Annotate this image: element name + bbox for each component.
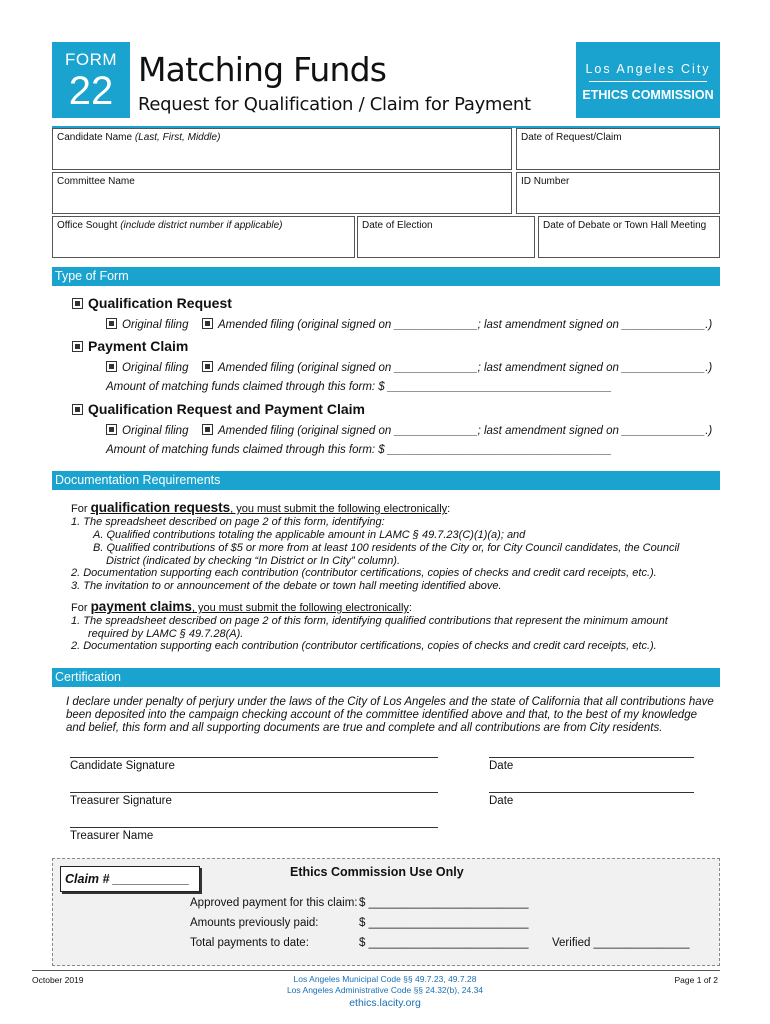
both-amended-option[interactable]: [202, 424, 712, 437]
pay-amended-option[interactable]: [202, 361, 712, 374]
previous-paid-field[interactable]: $ _________________________: [359, 917, 529, 929]
pay-amount-field[interactable]: Amount of matching funds claimed through this form: $ ___________________________________: [106, 381, 612, 393]
qual-and-payment-checkbox[interactable]: [72, 404, 83, 415]
committee-name-field[interactable]: [52, 172, 512, 214]
id-number-label: ID Number: [521, 176, 570, 187]
qual-and-payment-label: Qualification Request and Payment Claim: [88, 401, 365, 417]
candidate-name-field[interactable]: [52, 128, 512, 170]
both-amended-checkbox[interactable]: [202, 424, 213, 435]
candidate-name-hint: (Last, First, Middle): [134, 132, 221, 143]
candidate-signature-label: Candidate Signature: [70, 760, 175, 772]
qual-amended-checkbox[interactable]: [202, 318, 213, 329]
payment-claim-label: Payment Claim: [88, 338, 189, 354]
qualification-request-label: Qualification Request: [88, 295, 232, 311]
pay-original-option[interactable]: [106, 361, 188, 374]
candidate-date-label: Date: [489, 760, 514, 772]
form-number-box: [52, 42, 130, 118]
date-election-label: Date of Election: [362, 220, 433, 231]
logo-rule: [589, 81, 707, 82]
logo-city: Los Angeles City: [585, 62, 711, 76]
payment-claim-option[interactable]: [72, 338, 188, 354]
footer-divider: [32, 970, 720, 971]
pay-item-1-cont: required by LAMC § 49.7.28(A).: [88, 628, 244, 640]
treasurer-signature-label: Treasurer Signature: [70, 795, 172, 807]
qual-item-1a: A. Qualified contributions totaling the applicable amount in LAMC § 49.7.23(C)(1)(a); and: [93, 529, 526, 541]
candidate-signature-line[interactable]: [70, 757, 438, 758]
footer-admin-code-link[interactable]: Los Angeles Administrative Code §§ 24.32(b), 24.34: [286, 985, 484, 995]
treasurer-date-line[interactable]: [489, 792, 694, 793]
page-subtitle: Request for Qualification / Claim for Payment: [138, 94, 531, 115]
qual-amended-option[interactable]: [202, 318, 712, 331]
treasurer-date-label: Date: [489, 795, 514, 807]
qual-item-1: 1. The spreadsheet described on page 2 of this form, identifying:: [71, 516, 385, 528]
candidate-name-label: Candidate Name: [57, 132, 133, 143]
page-title: Matching Funds: [138, 50, 387, 89]
ethics-commission-logo: [576, 42, 720, 118]
pay-original-label: Original filing: [122, 362, 189, 374]
pay-amended-label: Amended filing (original signed on _____________; last amendment signed on _____________.): [218, 362, 713, 374]
qual-original-option[interactable]: [106, 318, 188, 331]
date-election-field[interactable]: [357, 216, 535, 258]
footer-municipal-code-link[interactable]: Los Angeles Municipal Code §§ 49.7.23, 49.7.28: [293, 974, 477, 984]
form-number: 22: [68, 69, 114, 113]
documentation-header: Documentation Requirements: [52, 471, 720, 490]
previous-paid-label: Amounts previously paid:: [190, 917, 319, 929]
pay-amended-checkbox[interactable]: [202, 361, 213, 372]
qual-suffix: , you must submit the following electronically: [230, 503, 448, 515]
both-original-option[interactable]: [106, 424, 188, 437]
office-sought-hint: (include district number if applicable): [120, 220, 283, 231]
qual-and-payment-option[interactable]: [72, 401, 365, 417]
office-sought-label: Office Sought: [57, 220, 118, 231]
committee-name-label: Committee Name: [57, 176, 135, 187]
qual-original-checkbox[interactable]: [106, 318, 117, 329]
qual-item-2: 2. Documentation supporting each contribution (contributor certifications, copies of checks and credit card receipts, etc.).: [71, 567, 657, 579]
qual-big: qualification requests: [90, 500, 231, 515]
verified-field[interactable]: Verified _______________: [552, 937, 690, 949]
id-number-field[interactable]: [516, 172, 720, 214]
office-sought-field[interactable]: [52, 216, 355, 258]
footer-date: October 2019: [32, 975, 84, 985]
total-payments-field[interactable]: $ _________________________: [359, 937, 529, 949]
qual-original-label: Original filing: [122, 319, 189, 331]
pay-big: payment claims: [90, 599, 192, 614]
date-debate-field[interactable]: [538, 216, 720, 258]
qualification-request-option[interactable]: [72, 295, 232, 311]
treasurer-name-line[interactable]: [70, 827, 438, 828]
type-of-form-header: Type of Form: [52, 267, 720, 286]
payment-requirements-heading: For payment claims, you must submit the following electronically:: [71, 599, 412, 614]
treasurer-signature-line[interactable]: [70, 792, 438, 793]
logo-commission: ETHICS COMMISSION: [582, 88, 714, 102]
pay-item-2: 2. Documentation supporting each contribution (contributor certifications, copies of checks and credit card receipts, etc.).: [71, 640, 657, 652]
approved-payment-field[interactable]: $ _________________________: [359, 897, 529, 909]
total-payments-label: Total payments to date:: [190, 937, 309, 949]
both-amount-field[interactable]: Amount of matching funds claimed through this form: $ ___________________________________: [106, 444, 612, 456]
both-amended-label: Amended filing (original signed on _____________; last amendment signed on _____________.): [218, 425, 713, 437]
date-request-field[interactable]: [516, 128, 720, 170]
certification-header: Certification: [52, 668, 720, 687]
qual-item-1b-cont: District (indicated by checking “In District or In City” column).: [106, 555, 401, 567]
pay-original-checkbox[interactable]: [106, 361, 117, 372]
both-original-checkbox[interactable]: [106, 424, 117, 435]
claim-number-field[interactable]: Claim # ___________: [60, 866, 200, 892]
footer-page-number: Page 1 of 2: [674, 975, 718, 985]
approved-payment-label: Approved payment for this claim:: [190, 897, 358, 909]
pay-suffix: , you must submit the following electronically: [191, 602, 409, 614]
qual-amended-label: Amended filing (original signed on _____________; last amendment signed on _____________.): [218, 319, 713, 331]
qualification-request-checkbox[interactable]: [72, 298, 83, 309]
qualification-requirements-heading: For qualification requests, you must submit the following electronically:: [71, 500, 451, 515]
payment-claim-checkbox[interactable]: [72, 341, 83, 352]
certification-text: I declare under penalty of perjury under the laws of the City of Los Angeles and the state of California that all contributions have been deposited into the campaign checking account of the committee identified above and that, to the best of my knowledge and belief, this form and all supporting documents are true and complete and all contributions are from City residents.: [66, 696, 714, 734]
both-original-label: Original filing: [122, 425, 189, 437]
ethics-use-title: Ethics Commission Use Only: [290, 865, 464, 879]
candidate-date-line[interactable]: [489, 757, 694, 758]
date-debate-label: Date of Debate or Town Hall Meeting: [543, 220, 707, 231]
pay-prefix: For: [71, 602, 91, 614]
form-label: FORM: [64, 50, 118, 69]
pay-item-1: 1. The spreadsheet described on page 2 of this form, identifying qualified contributions that represent the minimum amount: [71, 615, 668, 627]
date-request-label: Date of Request/Claim: [521, 132, 622, 143]
treasurer-name-label: Treasurer Name: [70, 830, 154, 842]
qual-item-1b: B. Qualified contributions of $5 or more from at least 100 residents of the City or, for City Council candidates, the Council: [93, 542, 680, 554]
qual-item-3: 3. The invitation to or announcement of the debate or town hall meeting identified above.: [71, 580, 502, 592]
qual-prefix: For: [71, 503, 91, 515]
footer-website-link[interactable]: ethics.lacity.org: [349, 997, 421, 1009]
